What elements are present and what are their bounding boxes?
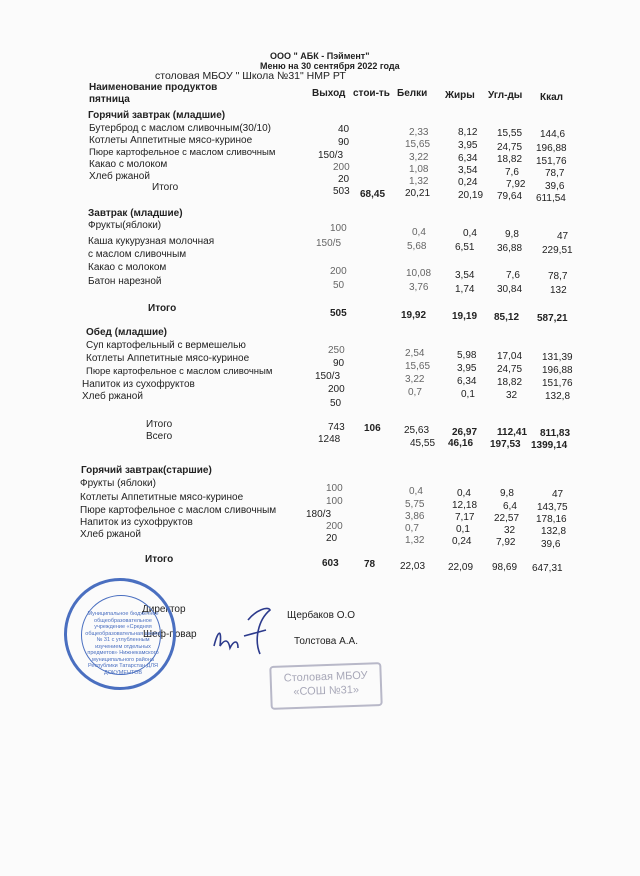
dish-name: Пюре картофельное с маслом сливочным	[86, 366, 273, 377]
dish-kcal: 132	[550, 285, 567, 296]
dish-output: 250	[328, 345, 345, 356]
dish-name: Хлеб ржаной	[82, 391, 143, 402]
dish-carbs: 6,4	[503, 501, 517, 512]
total-kcal: 647,31	[532, 563, 563, 574]
total-fat: 26,97	[452, 427, 478, 438]
grand-total-kcal: 1399,14	[531, 440, 568, 451]
grand-total-output: 1248	[318, 434, 341, 445]
dish-fat: 3,95	[457, 363, 477, 374]
dish-carbs: 24,75	[497, 142, 523, 153]
dish-name: Бутерброд с маслом сливочным(30/10)	[89, 123, 271, 134]
dish-kcal: 151,76	[536, 156, 567, 167]
dish-protein: 1,32	[409, 176, 429, 187]
chef-label: Шеф-повар	[143, 629, 197, 640]
dish-output: 50	[330, 398, 342, 409]
dish-fat: 0,4	[463, 228, 477, 239]
round-seal-stamp	[64, 578, 176, 690]
dish-name: Какао с молоком	[89, 159, 168, 170]
dish-name: Котлеты Аппетитные мясо-куриное	[80, 492, 244, 503]
dish-protein: 0,7	[405, 523, 419, 534]
grand-total-carbs: 197,53	[490, 439, 521, 450]
dish-protein: 2,54	[405, 348, 425, 359]
dish-name: Батон нарезной	[88, 276, 162, 287]
dish-protein: 0,4	[412, 227, 426, 238]
dish-fat: 3,54	[455, 270, 475, 281]
dish-fat: 6,34	[458, 153, 478, 164]
dish-fat: 7,17	[455, 512, 475, 523]
dish-output: 20	[338, 174, 350, 185]
dish-carbs: 9,8	[505, 229, 519, 240]
dish-fat: 1,74	[455, 284, 475, 295]
dish-fat: 5,98	[457, 350, 477, 361]
dish-output: 100	[330, 223, 347, 234]
dish-output: 200	[328, 384, 345, 395]
dish-carbs: 24,75	[497, 364, 523, 375]
section-title: Горячий завтрак(старшие)	[81, 465, 212, 476]
dish-output: 180/3	[306, 509, 332, 520]
total-fat: 22,09	[448, 562, 474, 573]
section-title: Завтрак (младшие)	[88, 208, 183, 219]
total-carbs: 112,41	[497, 427, 528, 438]
dish-output: 50	[333, 280, 345, 291]
dish-carbs: 18,82	[497, 377, 523, 388]
grand-total-fat: 46,16	[448, 438, 474, 449]
total-carbs: 98,69	[492, 562, 518, 573]
dish-kcal: 196,88	[536, 143, 567, 154]
dish-carbs: 18,82	[497, 154, 523, 165]
total-protein: 19,92	[401, 310, 427, 321]
dish-name: Котлеты Аппетитные мясо-куриное	[89, 135, 253, 146]
total-output: 603	[322, 558, 339, 569]
dish-kcal: 132,8	[545, 391, 571, 402]
dish-carbs: 17,04	[497, 351, 523, 362]
dish-output: 100	[326, 483, 343, 494]
dish-output: 150/3	[318, 150, 344, 161]
total-carbs: 79,64	[497, 191, 523, 202]
dish-name: Хлеб ржаной	[89, 171, 150, 182]
canteen-stamp-line1: Столовая МБОУ	[283, 669, 368, 685]
dish-carbs: 32	[504, 525, 516, 536]
dish-name-continued: с маслом сливочным	[88, 249, 187, 260]
grand-total-protein: 45,55	[410, 438, 436, 449]
handwritten-signature	[208, 600, 278, 660]
dish-protein: 10,08	[406, 268, 432, 279]
dish-kcal: 151,76	[542, 378, 573, 389]
dish-protein: 3,22	[405, 374, 425, 385]
dish-kcal: 229,51	[542, 245, 573, 256]
dish-name: Суп картофельный с вермешелью	[86, 340, 246, 351]
dish-protein: 15,65	[405, 361, 431, 372]
grand-total-label: Всего	[146, 431, 173, 442]
dish-fat: 3,54	[458, 165, 478, 176]
dish-output: 40	[338, 124, 350, 135]
dish-output: 200	[333, 162, 350, 173]
total-cost: 68,45	[360, 189, 386, 200]
dish-fat: 0,4	[457, 488, 471, 499]
dish-name: Пюре картофельное с маслом сливочным	[89, 147, 276, 158]
dish-carbs: 7,6	[506, 270, 520, 281]
total-output: 503	[333, 186, 350, 197]
dish-name: Напиток из сухофруктов	[80, 517, 193, 528]
dish-fat: 0,1	[456, 524, 470, 535]
section-title: Обед (младшие)	[86, 327, 168, 338]
dish-protein: 1,32	[405, 535, 425, 546]
dish-name: Котлеты Аппетитные мясо-куриное	[86, 353, 250, 364]
dish-output: 20	[326, 533, 338, 544]
total-kcal: 811,83	[540, 428, 571, 439]
dish-carbs: 9,8	[500, 488, 514, 499]
col-cost-header: стои-ть	[353, 88, 390, 99]
dish-protein: 2,33	[409, 127, 429, 138]
dish-carbs: 7,92	[506, 179, 526, 190]
dish-name: Хлеб ржаной	[80, 529, 141, 540]
seal-text: Муниципальное бюджетное общеобразовательное учреждение «Средняя общеобразовательная школа № 31 с углубленным изучением отдельных предметов» Нижнекамского муниципального района Республики Татарстан ДЛЯ ДОКУМЕНТОВ	[85, 611, 161, 676]
dish-name: Каша кукурузная молочная	[88, 236, 215, 247]
dish-carbs: 15,55	[497, 128, 523, 139]
total-label: Итого	[148, 303, 177, 314]
total-cost: 106	[364, 423, 381, 434]
dish-protein: 3,22	[409, 152, 429, 163]
total-fat: 19,19	[452, 311, 478, 322]
dish-output: 90	[338, 137, 350, 148]
dish-kcal: 39,6	[545, 181, 565, 192]
total-carbs: 85,12	[494, 312, 520, 323]
total-protein: 22,03	[400, 561, 426, 572]
col-name-header: Наименование продуктов	[89, 82, 218, 93]
dish-carbs: 30,84	[497, 284, 523, 295]
dish-name: Напиток из сухофруктов	[82, 379, 195, 390]
dish-fat: 0,24	[452, 536, 472, 547]
dish-fat: 6,34	[457, 376, 477, 387]
col-fat-header: Жиры	[445, 90, 475, 101]
col-output-header: Выход	[312, 88, 346, 99]
dish-kcal: 47	[552, 489, 564, 500]
col-protein-header: Белки	[397, 88, 428, 99]
director-name: Щербаков О.О	[287, 610, 356, 621]
dish-fat: 12,18	[452, 500, 478, 511]
dish-kcal: 78,7	[545, 168, 565, 179]
dish-protein: 0,7	[408, 387, 422, 398]
dish-kcal: 132,8	[541, 526, 567, 537]
dish-fat: 3,95	[458, 140, 478, 151]
dish-output: 200	[330, 266, 347, 277]
total-kcal: 611,54	[536, 193, 566, 204]
dish-kcal: 78,7	[548, 271, 568, 282]
dish-output: 150/3	[315, 371, 341, 382]
total-protein: 20,21	[405, 188, 431, 199]
dish-protein: 0,4	[409, 486, 423, 497]
canteen-name: столовая МБОУ " Школа №31" НМР РТ	[155, 70, 346, 82]
dish-name: Какао с молоком	[88, 262, 167, 273]
dish-carbs: 22,57	[494, 513, 520, 524]
canteen-stamp-line2: «СОШ №31»	[293, 683, 360, 699]
total-output: 743	[328, 422, 345, 433]
canteen-stamp	[269, 662, 382, 710]
dish-carbs: 7,6	[505, 167, 519, 178]
dish-carbs: 32	[506, 390, 518, 401]
section-title: Горячий завтрак (младшие)	[88, 110, 226, 121]
org-name: ООО " АБК - Пэймент"	[270, 51, 370, 61]
dish-carbs: 7,92	[496, 537, 516, 548]
dish-protein: 15,65	[405, 139, 431, 150]
dish-fat: 0,1	[461, 389, 475, 400]
dish-kcal: 39,6	[541, 539, 561, 550]
total-fat: 20,19	[458, 190, 484, 201]
dish-kcal: 196,88	[542, 365, 573, 376]
dish-protein: 5,75	[405, 499, 425, 510]
total-label: Итого	[145, 554, 174, 565]
dish-protein: 1,08	[409, 164, 429, 175]
total-kcal: 587,21	[537, 313, 568, 324]
dish-output: 100	[326, 496, 343, 507]
chef-name: Толстова А.А.	[294, 636, 358, 647]
dish-fat: 6,51	[455, 242, 475, 253]
dish-fat: 8,12	[458, 127, 478, 138]
dish-protein: 3,86	[405, 511, 425, 522]
total-cost: 78	[364, 559, 376, 570]
dish-kcal: 131,39	[542, 352, 573, 363]
dish-protein: 5,68	[407, 241, 427, 252]
total-label: Итого	[146, 419, 173, 430]
dish-kcal: 47	[557, 231, 569, 242]
total-protein: 25,63	[404, 425, 430, 436]
dish-name: Фрукты(яблоки)	[88, 220, 162, 231]
col-carbs-header: Угл-ды	[488, 90, 523, 101]
total-label: Итого	[152, 182, 179, 193]
menu-date: Меню на 30 сентября 2022 года	[260, 61, 400, 71]
dish-kcal: 143,75	[537, 502, 568, 513]
dish-name: Пюре картофельное с маслом сливочным	[80, 505, 277, 516]
dish-carbs: 36,88	[497, 243, 523, 254]
director-label: Директор	[142, 604, 186, 615]
dish-output: 90	[333, 358, 345, 369]
dish-kcal: 178,16	[536, 514, 567, 525]
dish-kcal: 144,6	[540, 129, 566, 140]
dish-name: Фрукты (яблоки)	[80, 478, 156, 489]
dish-output: 200	[326, 521, 343, 532]
dish-protein: 3,76	[409, 282, 429, 293]
col-kcal-header: Ккал	[540, 92, 564, 103]
dish-output: 150/5	[316, 238, 342, 249]
dish-fat: 0,24	[458, 177, 478, 188]
day-label: пятница	[89, 94, 130, 105]
total-output: 505	[330, 308, 347, 319]
